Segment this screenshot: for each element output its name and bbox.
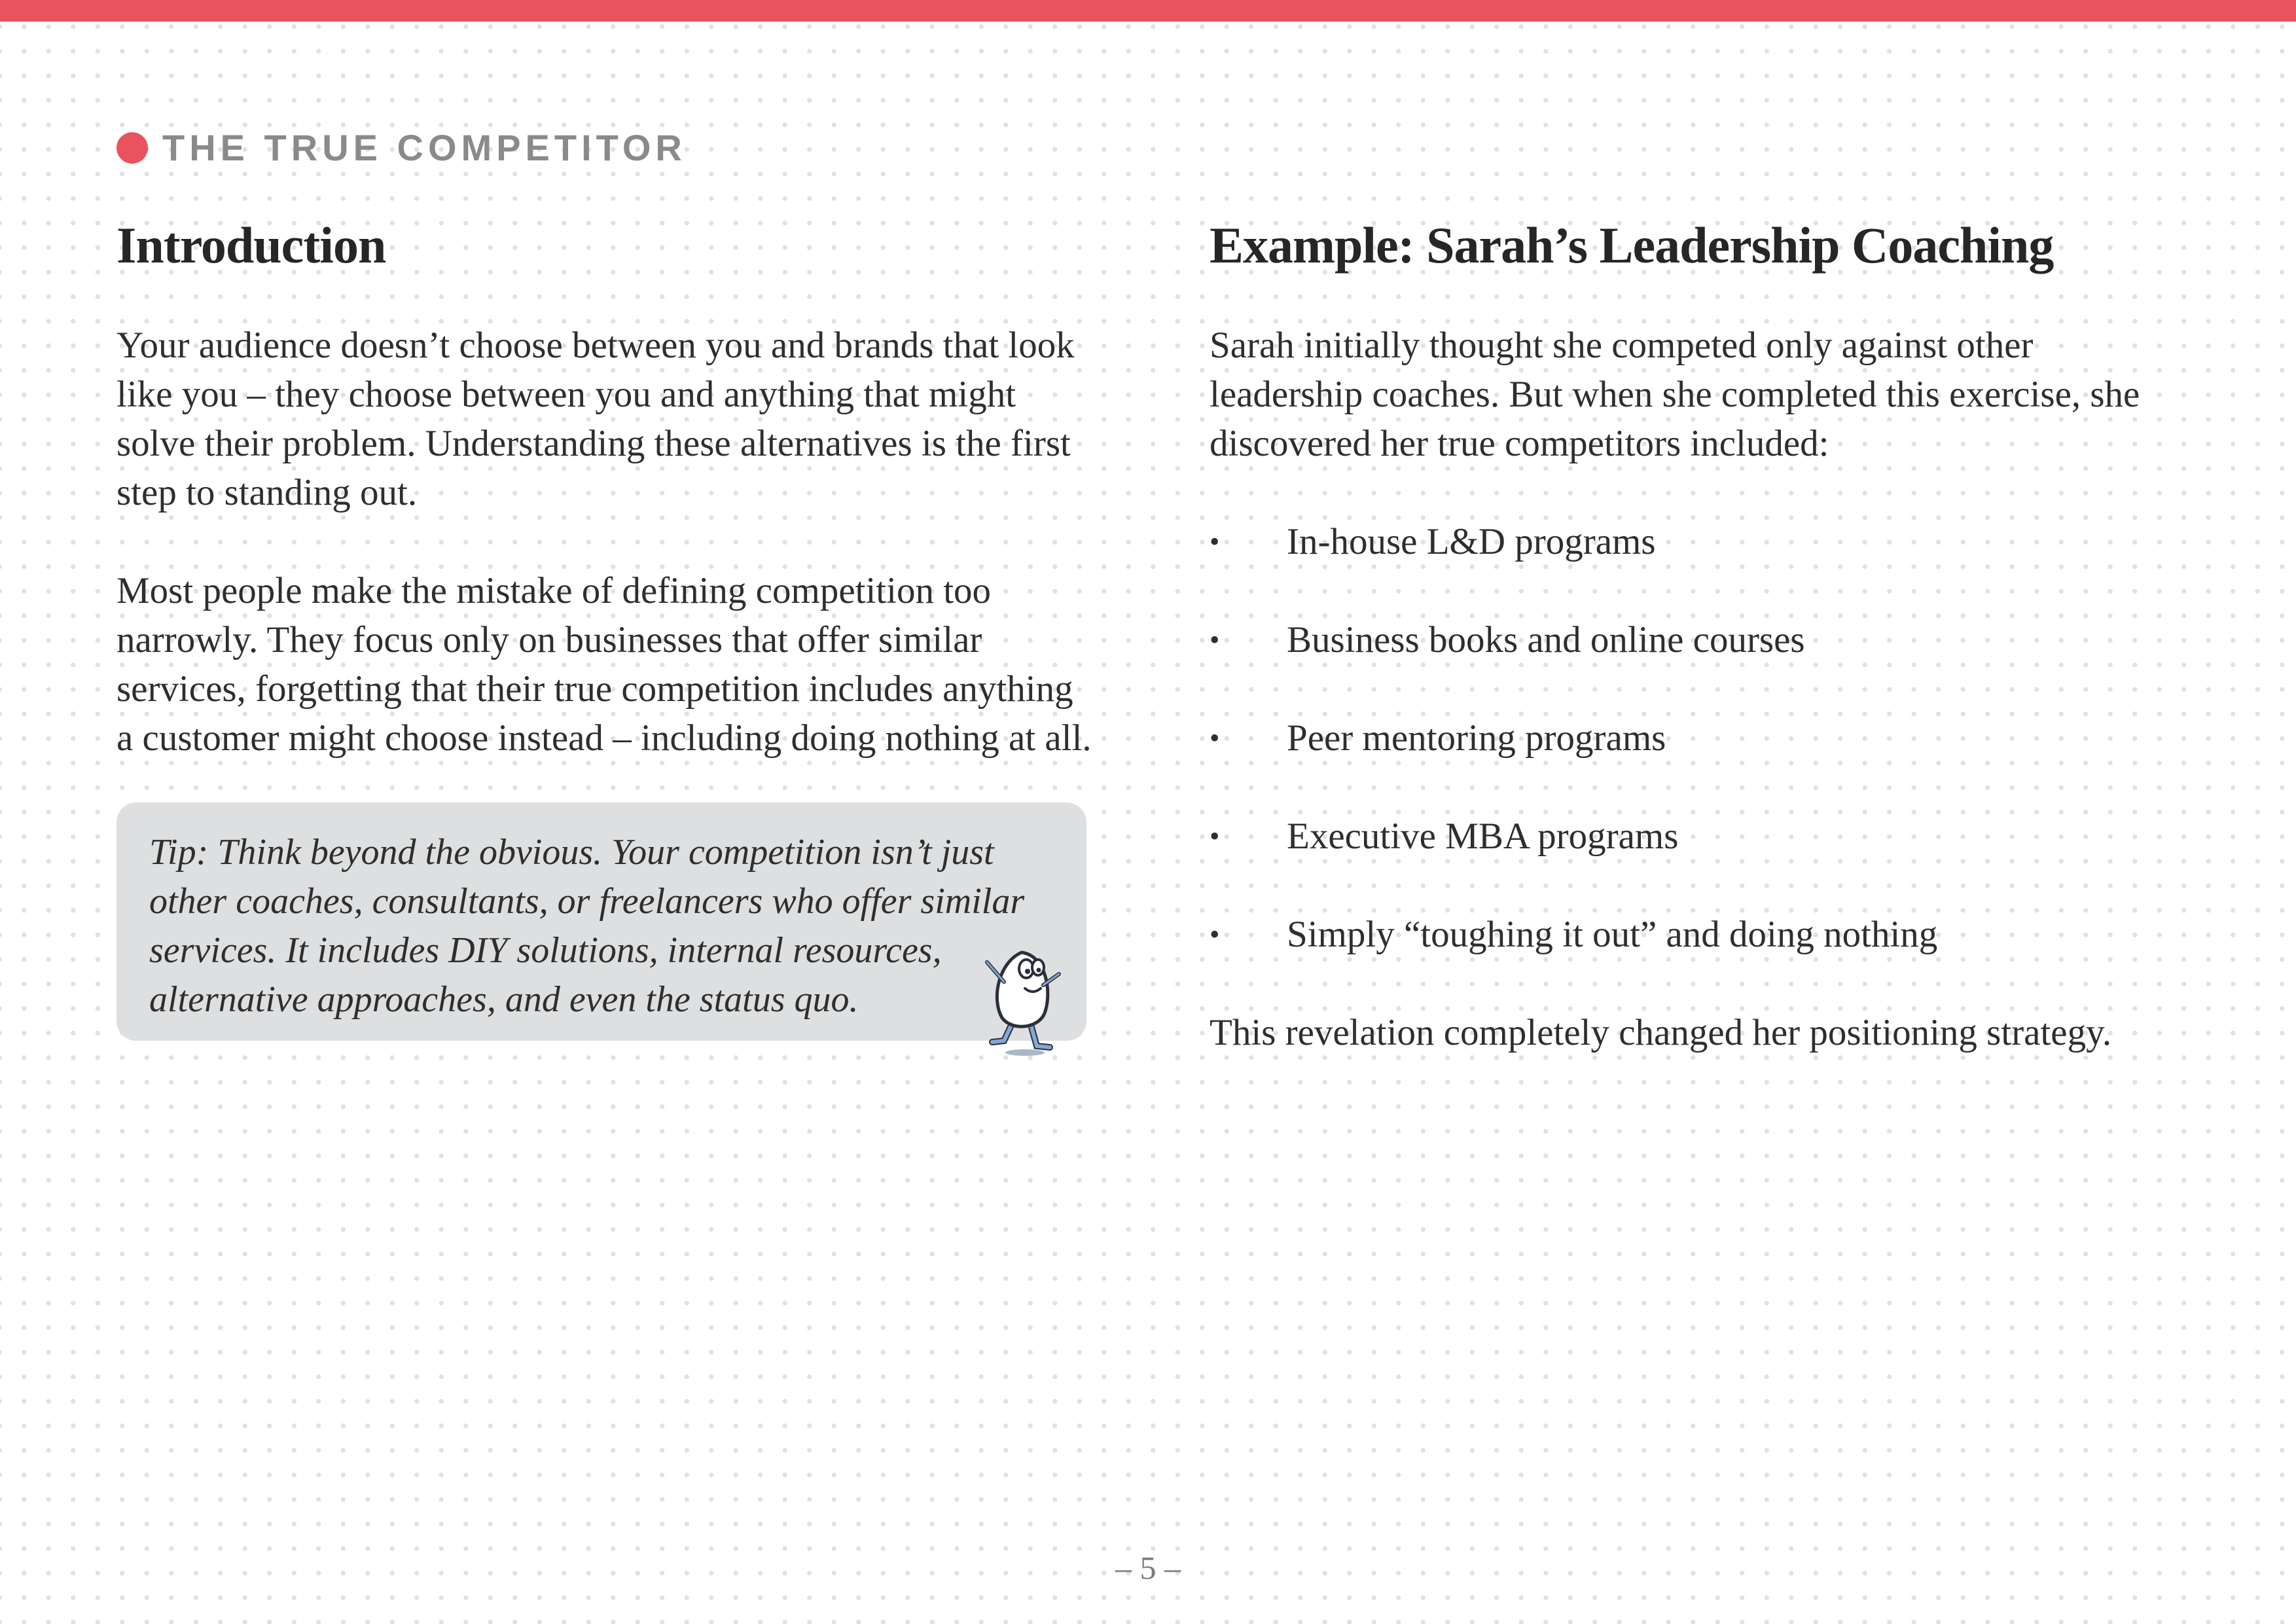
walking-mascot-icon — [973, 936, 1071, 1057]
intro-paragraph-1: Your audience doesn’t choose between you and brands that look like you – they choose between you and anything that might solve their problem. Understanding these alternatives is the first step to standing out. — [117, 325, 1075, 513]
page-number: – 5 – — [1115, 1549, 1181, 1586]
bullet-dot-icon: • — [1210, 526, 1220, 558]
example-heading: Example: Sarah’s Leadership Coaching — [1210, 217, 2054, 274]
top-accent-bar — [0, 0, 2296, 22]
list-item — [1210, 615, 2191, 664]
section-title: THE TRUE COMPETITOR — [162, 127, 687, 168]
list-item — [1210, 812, 2191, 861]
list-item-text: Executive MBA programs — [1287, 816, 1679, 857]
list-item-text: Peer mentoring programs — [1287, 717, 1666, 759]
list-item — [1210, 517, 2191, 566]
left-column — [117, 209, 1098, 763]
bullet-dot-icon: • — [1210, 918, 1220, 950]
list-item-text: In-house L&D programs — [1287, 521, 1656, 562]
red-dot-icon — [117, 132, 148, 164]
tip-box — [117, 803, 1086, 1041]
bullet-dot-icon: • — [1210, 722, 1220, 754]
example-conclusion: This revelation completely changed her positioning strategy. — [1210, 1012, 2112, 1053]
intro-paragraph-2: Most people make the mistake of defining competition too narrowly. They focus only on businesses that offer similar services, forgetting that their true competition includes anything a customer might choose instead – including doing nothing at all. — [117, 570, 1092, 759]
list-item-text: Simply “toughing it out” and doing nothing — [1287, 914, 1938, 955]
tip-text: Tip: Think beyond the obvious. Your competition isn’t just other coaches, consultants, or freelancers who offer similar services. It includes DIY solutions, internal resources, alternative approaches, and even the status quo. — [149, 832, 1025, 1020]
list-item — [1210, 713, 2191, 763]
right-column — [1210, 209, 2191, 1057]
section-label — [117, 128, 687, 168]
bullet-dot-icon: • — [1210, 624, 1220, 656]
list-item-text: Business books and online courses — [1287, 619, 1805, 660]
list-item — [1210, 910, 2191, 959]
example-intro-paragraph: Sarah initially thought she competed only against other leadership coaches. But when she completed this exercise, she discovered her true competitors included: — [1210, 325, 2140, 464]
competitor-list — [1210, 517, 2191, 959]
bullet-dot-icon: • — [1210, 820, 1220, 852]
introduction-heading: Introduction — [117, 217, 386, 274]
